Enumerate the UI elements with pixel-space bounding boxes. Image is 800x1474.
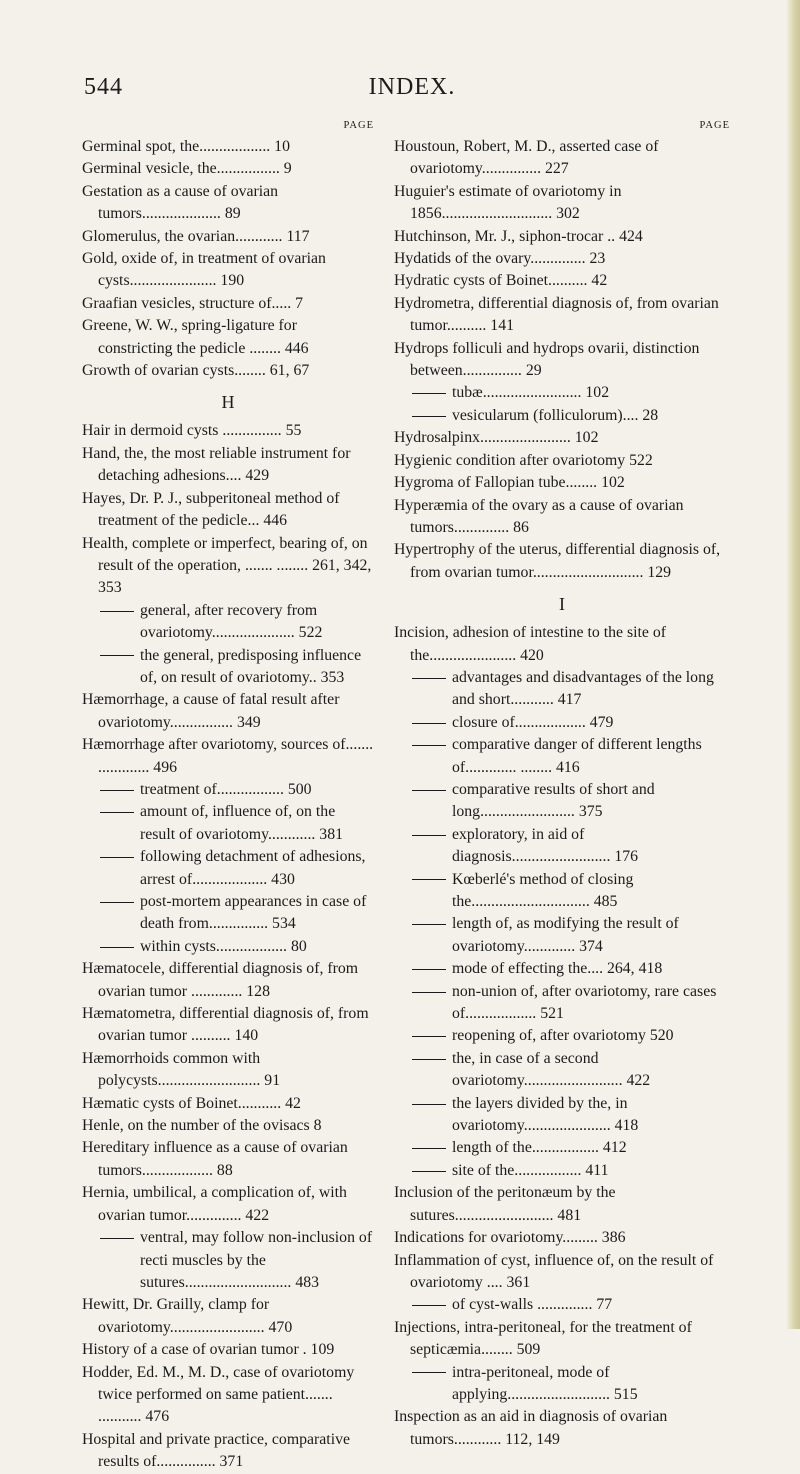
ditto-dash	[412, 678, 446, 679]
ditto-dash	[412, 745, 446, 746]
index-subentry	[394, 667, 730, 712]
entry-text: Hutchinson, Mr. J., siphon-trocar .. 424	[394, 227, 643, 245]
ditto-dash	[412, 393, 446, 394]
ditto-dash	[412, 1171, 446, 1172]
index-entry	[82, 360, 374, 382]
entry-text: within cysts.................. 80	[140, 937, 307, 955]
entry-text: Hodder, Ed. M., M. D., case of ovariotomy twice performed on same patient....... ........... 476	[82, 1363, 355, 1426]
index-subentry	[394, 1160, 730, 1182]
ditto-dash	[412, 879, 446, 880]
entry-text: Hydratic cysts of Boinet.......... 42	[394, 272, 608, 290]
index-entry	[82, 158, 374, 180]
entry-text: treatment of................. 500	[140, 780, 312, 798]
index-subentry	[394, 1137, 730, 1159]
ditto-dash	[412, 835, 446, 836]
index-subentry	[394, 824, 730, 869]
entry-text: Inflammation of cyst, influence of, on the result of ovariotomy .... 361	[394, 1251, 714, 1291]
entry-text: Indications for ovariotomy......... 386	[394, 1229, 626, 1247]
index-subentry	[82, 1227, 374, 1294]
entry-text: Hydrops folliculi and hydrops ovarii, distinction between............... 29	[394, 339, 700, 380]
index-subentry	[82, 779, 374, 801]
entry-text: Huguier's estimate of ovariotomy in 1856............................ 302	[394, 182, 622, 223]
entry-text: mode of effecting the.... 264, 418	[452, 960, 663, 978]
index-entry	[82, 226, 374, 248]
index-subentry	[394, 1093, 730, 1138]
page-column-label: PAGE	[699, 120, 730, 131]
page-number: 544	[84, 74, 123, 100]
entry-text: reopening of, after ovariotomy 520	[452, 1027, 674, 1045]
index-subentry	[82, 891, 374, 936]
index-subentry	[394, 981, 730, 1026]
ditto-dash	[412, 969, 446, 970]
entry-text: Hayes, Dr. P. J., subperitoneal method of treatment of the pedicle... 446	[82, 489, 340, 530]
entry-text: non-union of, after ovariotomy, rare cases of.................. 521	[452, 982, 717, 1023]
index-entry	[394, 136, 730, 181]
entry-text: Germinal vesicle, the................ 9	[82, 160, 292, 178]
index-block	[82, 420, 374, 1473]
section-letter: H	[221, 392, 235, 413]
ditto-dash	[412, 1104, 446, 1105]
index-entry	[394, 338, 730, 383]
index-block	[82, 136, 374, 382]
ditto-dash	[100, 611, 134, 612]
ditto-dash	[412, 1305, 446, 1306]
section-letter: I	[559, 594, 565, 615]
entry-text: Hypertrophy of the uterus, differential diagnosis of, from ovarian tumor............................ 129	[394, 541, 721, 581]
entry-text: Hæmatometra, differential diagnosis of, from ovarian tumor .......... 140	[82, 1005, 369, 1045]
index-entry	[82, 1362, 374, 1429]
index-subentry	[82, 645, 374, 690]
entry-text: Hæmorrhage after ovariotomy, sources of....... ............. 496	[82, 736, 374, 776]
ditto-dash	[412, 992, 446, 993]
ditto-dash	[412, 1372, 446, 1373]
entry-text: Hygroma of Fallopian tube........ 102	[394, 474, 625, 492]
ditto-dash	[412, 924, 446, 925]
index-subentry	[82, 801, 374, 846]
entry-text: Hæmatocele, differential diagnosis of, from ovarian tumor ............. 128	[82, 960, 359, 1000]
entry-text: post-mortem appearances in case of death from............... 534	[140, 893, 367, 933]
entry-text: the general, predisposing influence of, on result of ovariotomy.. 353	[140, 646, 362, 686]
index-entry	[394, 270, 730, 292]
index-entry	[394, 226, 730, 248]
index-entry	[82, 689, 374, 734]
index-entry	[394, 1227, 730, 1249]
entry-text: Hereditary influence as a cause of ovarian tumors.................. 88	[82, 1139, 348, 1179]
entry-text: ventral, may follow non-inclusion of recti muscles by the sutures........................... 483	[140, 1229, 373, 1291]
index-entry	[394, 181, 730, 226]
page-column-label: PAGE	[343, 120, 374, 131]
index-entry	[82, 533, 374, 600]
index-subentry	[394, 382, 730, 404]
entry-text: exploratory, in aid of diagnosis......................... 176	[452, 825, 639, 866]
index-entry	[82, 443, 374, 488]
index-entry	[82, 420, 374, 442]
entry-text: Inclusion of the peritonæum by the sutures......................... 481	[394, 1184, 616, 1224]
index-subentry	[394, 913, 730, 958]
index-entry	[82, 1137, 374, 1182]
entry-text: comparative results of short and long........................ 375	[452, 780, 655, 821]
entry-text: Gestation as a cause of ovarian tumors.................... 89	[82, 182, 279, 223]
entry-text: History of a case of ovarian tumor . 109	[82, 1341, 335, 1359]
index-entry	[394, 450, 730, 472]
index-entry	[394, 495, 730, 540]
entry-text: Injections, intra-peritoneal, for the treatment of septicæmia........ 509	[394, 1318, 692, 1359]
entry-text: amount of, influence of, on the result of ovariotomy............ 381	[140, 803, 343, 843]
index-entry	[394, 1250, 730, 1295]
entry-text: Hæmorrhoids common with polycysts.......................... 91	[82, 1049, 281, 1090]
index-block	[394, 136, 730, 584]
entry-text: Hydatids of the ovary.............. 23	[394, 250, 606, 268]
index-entry	[394, 622, 730, 667]
entry-text: Hair in dermoid cysts ............... 55	[82, 422, 302, 440]
index-subentry	[394, 869, 730, 914]
entry-text: tubæ......................... 102	[452, 384, 610, 402]
index-entry	[82, 1339, 374, 1361]
index-subentry	[394, 405, 730, 427]
ditto-dash	[412, 1036, 446, 1037]
entry-text: vesicularum (folliculorum).... 28	[452, 406, 659, 424]
index-entry	[82, 958, 374, 1003]
index-subentry	[394, 734, 730, 779]
index-subentry	[394, 779, 730, 824]
entry-text: advantages and disadvantages of the long and short........... 417	[452, 668, 714, 709]
index-entry	[82, 1093, 374, 1115]
entry-text: Kœberlé's method of closing the.............................. 485	[452, 870, 634, 910]
ditto-dash	[100, 857, 134, 858]
index-block	[394, 622, 730, 1451]
ditto-dash	[100, 1238, 134, 1239]
ditto-dash	[100, 902, 134, 903]
ditto-dash	[412, 1148, 446, 1149]
index-entry	[82, 1003, 374, 1048]
index-subentry	[82, 600, 374, 645]
index-entry	[82, 181, 374, 226]
ditto-dash	[100, 655, 134, 656]
entry-text: the, in case of a second ovariotomy......................... 422	[452, 1049, 651, 1090]
entry-text: Glomerulus, the ovarian............ 117	[82, 227, 310, 245]
index-entry	[394, 1182, 730, 1227]
entry-text: Hewitt, Dr. Grailly, clamp for ovariotomy........................ 470	[82, 1296, 293, 1336]
index-entry	[394, 293, 730, 338]
entry-text: the layers divided by the, in ovariotomy...................... 418	[452, 1094, 639, 1135]
entry-text: general, after recovery from ovariotomy..................... 522	[140, 601, 323, 642]
index-subentry	[394, 1362, 730, 1407]
entry-text: Incision, adhesion of intestine to the site of the...................... 420	[394, 624, 667, 664]
left-column	[82, 120, 374, 1474]
ditto-dash	[100, 947, 134, 948]
entry-text: comparative danger of different lengths of............. ........ 416	[452, 736, 702, 776]
ditto-dash	[100, 812, 134, 813]
entry-text: Hydrometra, differential diagnosis of, from ovarian tumor.......... 141	[394, 294, 719, 335]
page-header	[84, 74, 740, 104]
entry-text: Hæmatic cysts of Boinet........... 42	[82, 1094, 301, 1112]
entry-text: Hygienic condition after ovariotomy 522	[394, 451, 653, 469]
index-subentry	[82, 936, 374, 958]
index-entry	[394, 472, 730, 494]
entry-text: Growth of ovarian cysts........ 61, 67	[82, 362, 310, 380]
entry-text: Houstoun, Robert, M. D., asserted case of ovariotomy............... 227	[394, 138, 659, 178]
index-subentry	[394, 1025, 730, 1047]
index-entry	[82, 293, 374, 315]
index-subentry	[82, 846, 374, 891]
entry-text: length of, as modifying the result of ovariotomy............. 374	[452, 915, 679, 955]
ditto-dash	[412, 1059, 446, 1060]
entry-text: Hæmorrhage, a cause of fatal result after ovariotomy................ 349	[82, 691, 340, 731]
ditto-dash	[100, 790, 134, 791]
index-entry	[82, 1429, 374, 1474]
index-entry	[82, 248, 374, 293]
ditto-dash	[412, 790, 446, 791]
index-entry	[394, 427, 730, 449]
index-entry	[82, 1115, 374, 1137]
entry-text: Hernia, umbilical, a complication of, with ovarian tumor.............. 422	[82, 1184, 347, 1224]
page-edge	[786, 0, 800, 1329]
entry-text: closure of.................. 479	[452, 713, 614, 731]
entry-text: following detachment of adhesions, arrest of................... 430	[140, 848, 366, 888]
entry-text: Health, complete or imperfect, bearing of, on result of the operation, ....... ........ 261, 342, 353	[82, 534, 372, 597]
index-entry	[394, 1406, 730, 1451]
index-subentry	[394, 1048, 730, 1093]
index-entry	[82, 1182, 374, 1227]
index-entry	[394, 248, 730, 270]
entry-text: Graafian vesicles, structure of..... 7	[82, 294, 304, 312]
entry-text: length of the................. 412	[452, 1139, 627, 1157]
index-entry	[82, 488, 374, 533]
index-subentry	[394, 1294, 730, 1316]
entry-text: Inspection as an aid in diagnosis of ovarian tumors............ 112, 149	[394, 1408, 668, 1448]
entry-text: of cyst-walls .............. 77	[452, 1296, 613, 1314]
index-subentry	[394, 712, 730, 734]
entry-text: site of the................. 411	[452, 1161, 609, 1179]
index-entry	[82, 1294, 374, 1339]
index-subentry	[394, 958, 730, 980]
entry-text: Hand, the, the most reliable instrument for detaching adhesions.... 429	[82, 444, 351, 485]
index-entry	[82, 315, 374, 360]
index-entry	[82, 1048, 374, 1093]
entry-text: Greene, W. W., spring-ligature for constricting the pedicle ........ 446	[82, 317, 309, 357]
page-title: INDEX.	[368, 74, 456, 100]
entry-text: Hyperæmia of the ovary as a cause of ovarian tumors.............. 86	[394, 496, 684, 536]
right-column	[394, 120, 730, 1451]
entry-text: Germinal spot, the.................. 10	[82, 138, 290, 155]
index-entry	[394, 539, 730, 584]
entry-text: Gold, oxide of, in treatment of ovarian cysts...................... 190	[82, 250, 326, 290]
entry-text: Hospital and private practice, comparative results of............... 371	[82, 1430, 350, 1471]
index-entry	[82, 136, 374, 158]
index-entry	[82, 734, 374, 779]
entry-text: intra-peritoneal, mode of applying.......................... 515	[452, 1363, 638, 1403]
ditto-dash	[412, 723, 446, 724]
index-entry	[394, 1317, 730, 1362]
entry-text: Hydrosalpinx....................... 102	[394, 429, 599, 447]
ditto-dash	[412, 416, 446, 417]
entry-text: Henle, on the number of the ovisacs 8	[82, 1117, 322, 1135]
